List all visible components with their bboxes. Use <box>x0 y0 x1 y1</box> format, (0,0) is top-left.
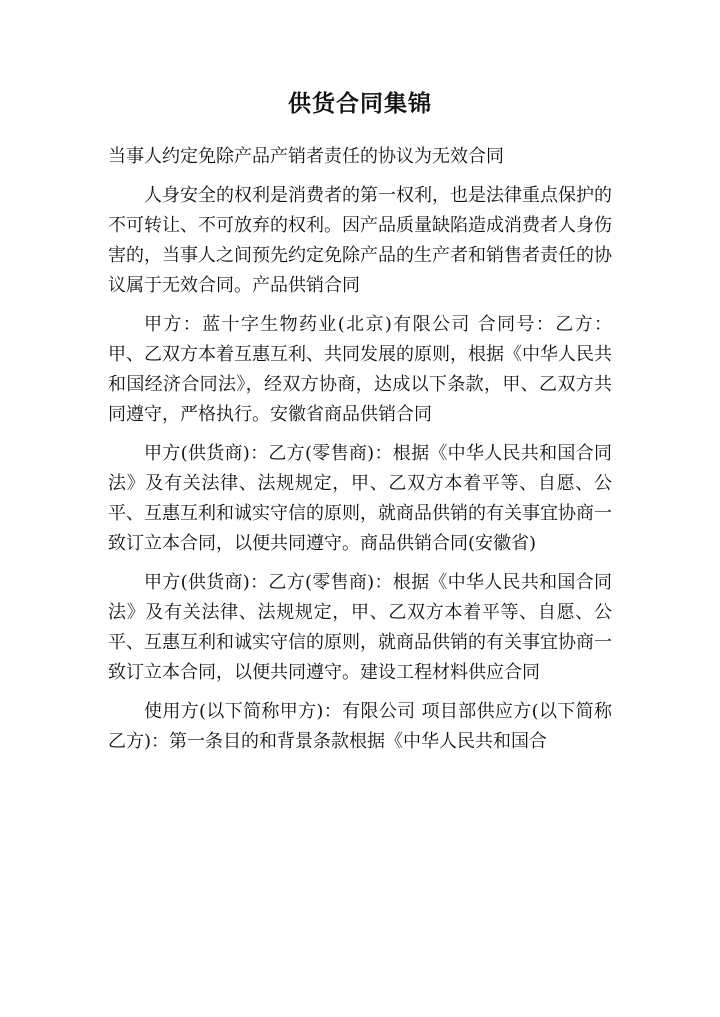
paragraph-2: 人身安全的权利是消费者的第一权利，也是法律重点保护的不可转让、不可放弃的权利。因产品质量缺陷造成消费者人身伤害的，当事人之间预先约定免除产品的生产者和销售者责任的协议属于无效合同。产品供销合同 <box>108 185 612 296</box>
paragraph-4: 甲方(供货商)：乙方(零售商)：根据《中华人民共和国合同法》及有关法律、法规规定，甲、乙双方本着平等、自愿、公平、互惠互利和诚实守信的原则，就商品供销的有关事宜协商一致订立本合同，以便共同遵守。商品供销合同(安徽省) <box>108 443 612 554</box>
paragraph-1: 当事人约定免除产品产销者责任的协议为无效合同 <box>108 146 504 167</box>
paragraph-5: 甲方(供货商)：乙方(零售商)：根据《中华人民共和国合同法》及有关法律、法规规定，甲、乙双方本着平等、自愿、公平、互惠互利和诚实守信的原则，就商品供销的有关事宜协商一致订立本合同，以便共同遵守。建设工程材料供应合同 <box>108 572 612 683</box>
document-body <box>108 142 612 757</box>
document-title: 供货合同集锦 <box>288 91 432 117</box>
paragraph-3: 甲方：蓝十字生物药业(北京)有限公司 合同号：乙方：甲、乙双方本着互惠互利、共同发展的原则，根据《中华人民共和国经济合同法》，经双方协商，达成以下条款，甲、乙双方共同遵守，严格执行。安徽省商品供销合同 <box>108 314 612 425</box>
paragraph-6: 使用方(以下简称甲方)：有限公司 项目部供应方(以下简称乙方)：第一条目的和背景条款根据《中华人民共和国合 <box>108 701 612 752</box>
